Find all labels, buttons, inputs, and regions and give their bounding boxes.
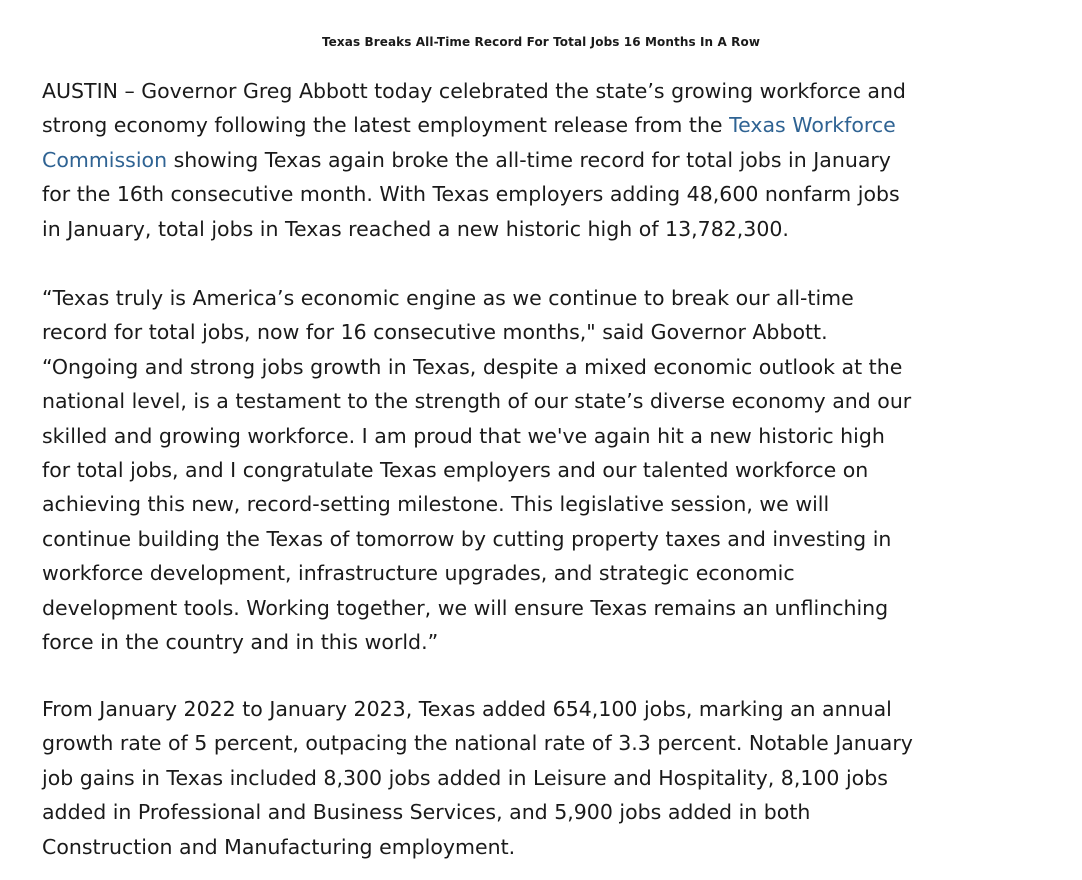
text-line: “Texas truly is America’s economic engine as we continue to break our all-time	[42, 286, 854, 310]
text-line: skilled and growing workforce. I am proud that we've again hit a new historic high	[42, 423, 885, 448]
paragraph-quote	[42, 281, 1072, 659]
paragraph-intro	[42, 74, 1072, 246]
page-title: Texas Breaks All-Time Record For Total Jobs 16 Months In A Row	[321, 35, 761, 49]
text-line: for the 16th consecutive month. With Texas employers adding 48,600 nonfarm jobs	[42, 182, 900, 207]
text-line: “Ongoing and strong jobs growth in Texas, despite a mixed economic outlook at the	[42, 354, 903, 379]
text-line: job gains in Texas included 8,300 jobs added in Leisure and Hospitality, 8,100 jobs	[42, 765, 888, 790]
text-line: added in Professional and Business Services, and 5,900 jobs added in both	[42, 800, 811, 825]
twc-link-part1[interactable]: Texas Workforce	[729, 113, 896, 138]
text-line: workforce development, infrastructure upgrades, and strategic economic	[42, 561, 795, 586]
twc-link-part2[interactable]: Commission	[42, 147, 168, 172]
text-line: force in the country and in this world.”	[42, 630, 439, 655]
text-segment: strong economy following the latest employment release from the	[42, 113, 730, 138]
text-line: in January, total jobs in Texas reached a new historic high of 13,782,300.	[42, 216, 789, 241]
text-line: record for total jobs, now for 16 consecutive months," said Governor Abbott.	[42, 320, 828, 345]
text-line: growth rate of 5 percent, outpacing the national rate of 3.3 percent. Notable January	[42, 731, 913, 756]
text-line: AUSTIN – Governor Greg Abbott today celebrated the state’s growing workforce and	[42, 79, 906, 103]
paragraph-statistics	[42, 692, 1072, 864]
text-line	[42, 143, 1072, 177]
text-line: continue building the Texas of tomorrow by cutting property taxes and investing in	[42, 526, 892, 551]
text-line: Construction and Manufacturing employment.	[42, 834, 516, 859]
text-segment: showing Texas again broke the all-time record for total jobs in January	[167, 147, 891, 172]
text-line	[42, 108, 1072, 142]
text-line: development tools. Working together, we will ensure Texas remains an unflinching	[42, 595, 889, 620]
text-line: achieving this new, record-setting milestone. This legislative session, we will	[42, 492, 830, 517]
text-line: for total jobs, and I congratulate Texas employers and our talented workforce on	[42, 458, 869, 483]
text-line: national level, is a testament to the strength of our state’s diverse economy and our	[42, 389, 912, 414]
text-line: From January 2022 to January 2023, Texas added 654,100 jobs, marking an annual	[42, 697, 892, 721]
